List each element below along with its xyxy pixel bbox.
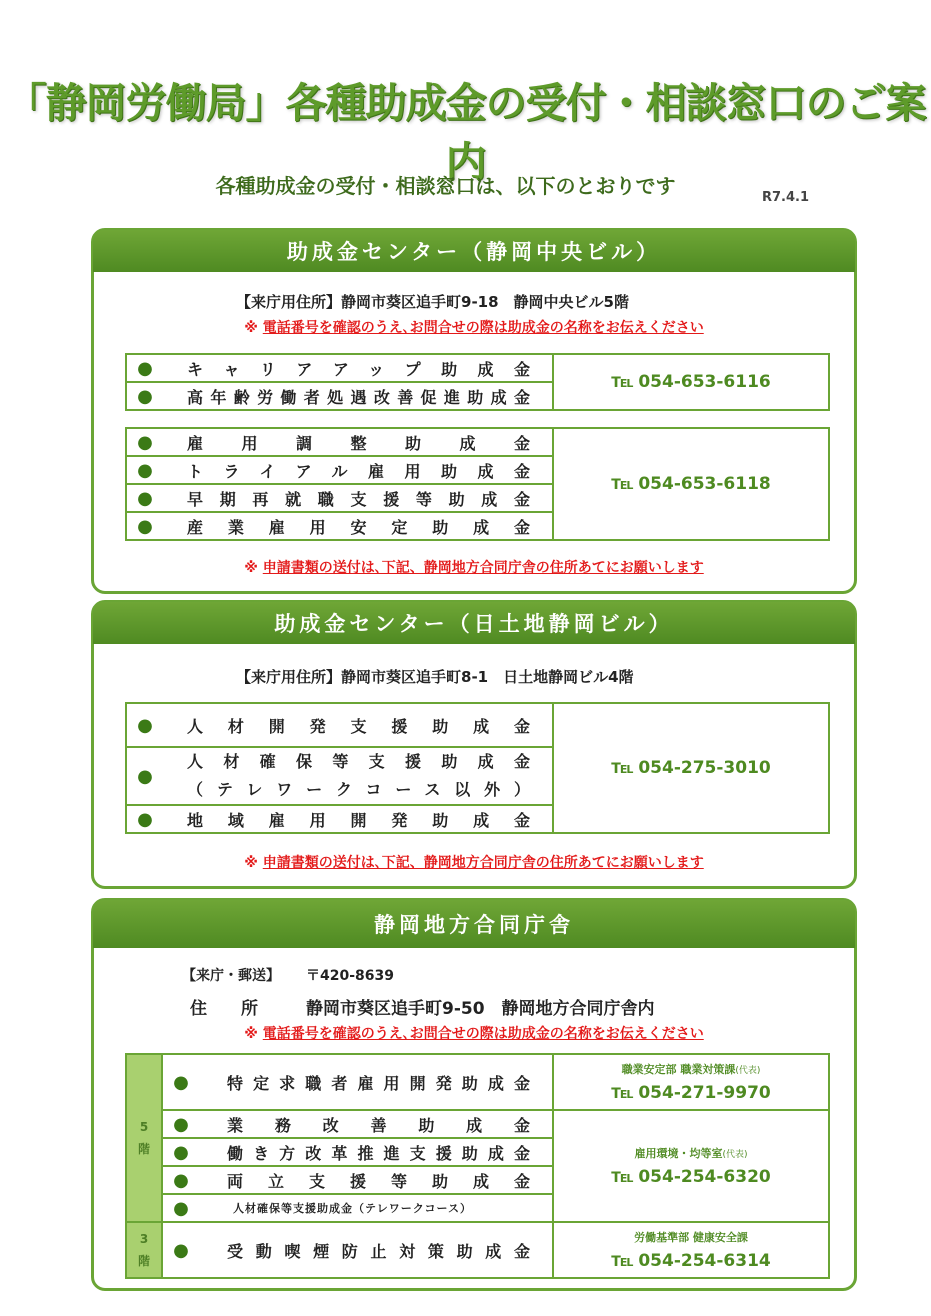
- grant-table-section3: [125, 1053, 830, 1279]
- grant-name: キャリアアップ助成金: [187, 359, 530, 379]
- phone-number[interactable]: 054-653-6116: [638, 372, 771, 392]
- note-text: 申請書類の送付は､下記、静岡地方合同庁舎の住所あてにお願いします: [262, 855, 704, 871]
- bullet-icon: [127, 715, 163, 736]
- list-item: [162, 1110, 553, 1138]
- grant-name: 両立支援等助成金: [227, 1171, 530, 1191]
- section-header: 助成金センター（日土地静岡ビル）: [93, 602, 855, 644]
- list-item: [126, 805, 553, 833]
- grant-table-group1: [125, 353, 830, 411]
- grant-name: トライアル雇用助成金: [187, 461, 530, 481]
- grant-name: 雇用調整助成金: [187, 433, 530, 453]
- postal-label: 【来庁・郵送】: [182, 968, 280, 984]
- tel-icon: TEL: [611, 375, 633, 391]
- list-item: [162, 1054, 553, 1110]
- list-item: [126, 703, 553, 747]
- note-mark: ※: [244, 560, 258, 576]
- note-mark: ※: [244, 320, 258, 336]
- revision-date: R7.4.1: [762, 190, 810, 205]
- phone-cell: [553, 1054, 829, 1110]
- phone-note: [94, 317, 854, 337]
- section-header: 静岡地方合同庁舎: [93, 900, 855, 948]
- grant-table-section2: [125, 702, 830, 834]
- note-text: 電話番号を確認のうえ､お問合せの際は助成金の名称をお伝えください: [262, 320, 704, 336]
- grant-name: 特定求職者雇用開発助成金: [227, 1073, 530, 1093]
- grant-name: 受動喫煙防止対策助成金: [227, 1241, 530, 1261]
- section-nittochi-building: [91, 600, 857, 889]
- list-item: [126, 354, 553, 382]
- tel-icon: TEL: [611, 477, 633, 493]
- phone-cell: [553, 354, 829, 410]
- list-item: [162, 1222, 553, 1278]
- page-title: 「静岡労働局」各種助成金の受付・相談窓口のご案内: [5, 79, 926, 186]
- mailing-note: [94, 557, 854, 577]
- bullet-icon: [127, 488, 163, 509]
- phone-cell: [553, 703, 829, 833]
- list-item: [162, 1194, 553, 1222]
- grant-name: 業務改善助成金: [227, 1115, 530, 1135]
- bullet-icon: [127, 386, 163, 407]
- department: 職業安定部 職業対策課: [621, 1063, 736, 1076]
- list-item: [126, 456, 553, 484]
- tel-icon: TEL: [611, 761, 633, 777]
- department: 労働基準部 健康安全課: [634, 1231, 748, 1244]
- list-item: [126, 747, 553, 805]
- bullet-icon: [127, 358, 163, 379]
- phone-cell: [553, 1110, 829, 1222]
- phone-number[interactable]: 054-653-6118: [638, 474, 771, 494]
- list-item: [126, 382, 553, 410]
- phone-note: [94, 1023, 854, 1043]
- tel-icon: TEL: [611, 1086, 633, 1102]
- list-item: [162, 1166, 553, 1194]
- bullet-icon: [127, 460, 163, 481]
- mailing-note: [94, 852, 854, 872]
- bullet-icon: [163, 1198, 199, 1219]
- list-item: [126, 484, 553, 512]
- grant-table-group2: [125, 427, 830, 541]
- note-mark: ※: [244, 1026, 258, 1042]
- bullet-icon: [163, 1170, 199, 1191]
- floor-label-5f: 5 階: [126, 1054, 162, 1222]
- department: 雇用環境・均等室: [634, 1147, 723, 1160]
- note-text: 電話番号を確認のうえ､お問合せの際は助成金の名称をお伝えください: [262, 1026, 704, 1042]
- grant-name: 人材開発支援助成金: [187, 716, 530, 736]
- bullet-icon: [127, 809, 163, 830]
- grant-name: 高年齢労働者処遇改善促進助成金: [187, 387, 530, 407]
- address-label: 住 所: [190, 999, 258, 1019]
- dept-suffix: (代表): [735, 1066, 761, 1076]
- tel-icon: TEL: [611, 1254, 633, 1270]
- bullet-icon: [127, 432, 163, 453]
- phone-cell: [553, 1222, 829, 1278]
- grant-name: 人材確保等支援助成金: [187, 752, 530, 771]
- postal-code: 〒420-8639: [306, 968, 394, 984]
- visitor-address: 【来庁用住所】静岡市葵区追手町8-1 日土地静岡ビル4階: [236, 668, 634, 686]
- bullet-icon: [163, 1240, 199, 1261]
- bullet-icon: [127, 766, 163, 787]
- visitor-address: 【来庁用住所】静岡市葵区追手町9-18 静岡中央ビル5階: [236, 293, 629, 311]
- list-item: [126, 512, 553, 540]
- grant-name: 早期再就職支援等助成金: [187, 489, 530, 509]
- floor-label-3f: 3 階: [126, 1222, 162, 1278]
- phone-cell: [553, 428, 829, 540]
- section-chuo-building: [91, 228, 857, 594]
- phone-number[interactable]: 054-254-6314: [638, 1251, 771, 1271]
- page-subtitle: 各種助成金の受付・相談窓口は、以下のとおりです: [215, 174, 676, 198]
- note-mark: ※: [244, 855, 258, 871]
- grant-name: 地域雇用開発助成金: [187, 810, 530, 830]
- bullet-icon: [127, 516, 163, 537]
- phone-number[interactable]: 054-254-6320: [638, 1167, 771, 1187]
- office-address: 静岡市葵区追手町9-50 静岡地方合同庁舎内: [306, 999, 655, 1019]
- grant-name: 働き方改革推進支援助成金: [227, 1143, 530, 1163]
- bullet-icon: [163, 1114, 199, 1135]
- grant-name: 産業雇用安定助成金: [187, 517, 530, 537]
- section-joint-government-building: [91, 898, 857, 1291]
- phone-number[interactable]: 054-275-3010: [638, 758, 771, 778]
- phone-number[interactable]: 054-271-9970: [638, 1083, 771, 1103]
- list-item: [126, 428, 553, 456]
- section-header: 助成金センター（静岡中央ビル）: [93, 230, 855, 272]
- bullet-icon: [163, 1072, 199, 1093]
- grant-name-subtext: （テレワークコース以外）: [187, 780, 530, 799]
- list-item: [162, 1138, 553, 1166]
- note-text: 申請書類の送付は､下記、静岡地方合同庁舎の住所あてにお願いします: [262, 560, 704, 576]
- grant-name: 人材確保等支援助成金（テレワークコース）: [233, 1202, 473, 1215]
- dept-suffix: (代表): [722, 1150, 748, 1160]
- tel-icon: TEL: [611, 1170, 633, 1186]
- bullet-icon: [163, 1142, 199, 1163]
